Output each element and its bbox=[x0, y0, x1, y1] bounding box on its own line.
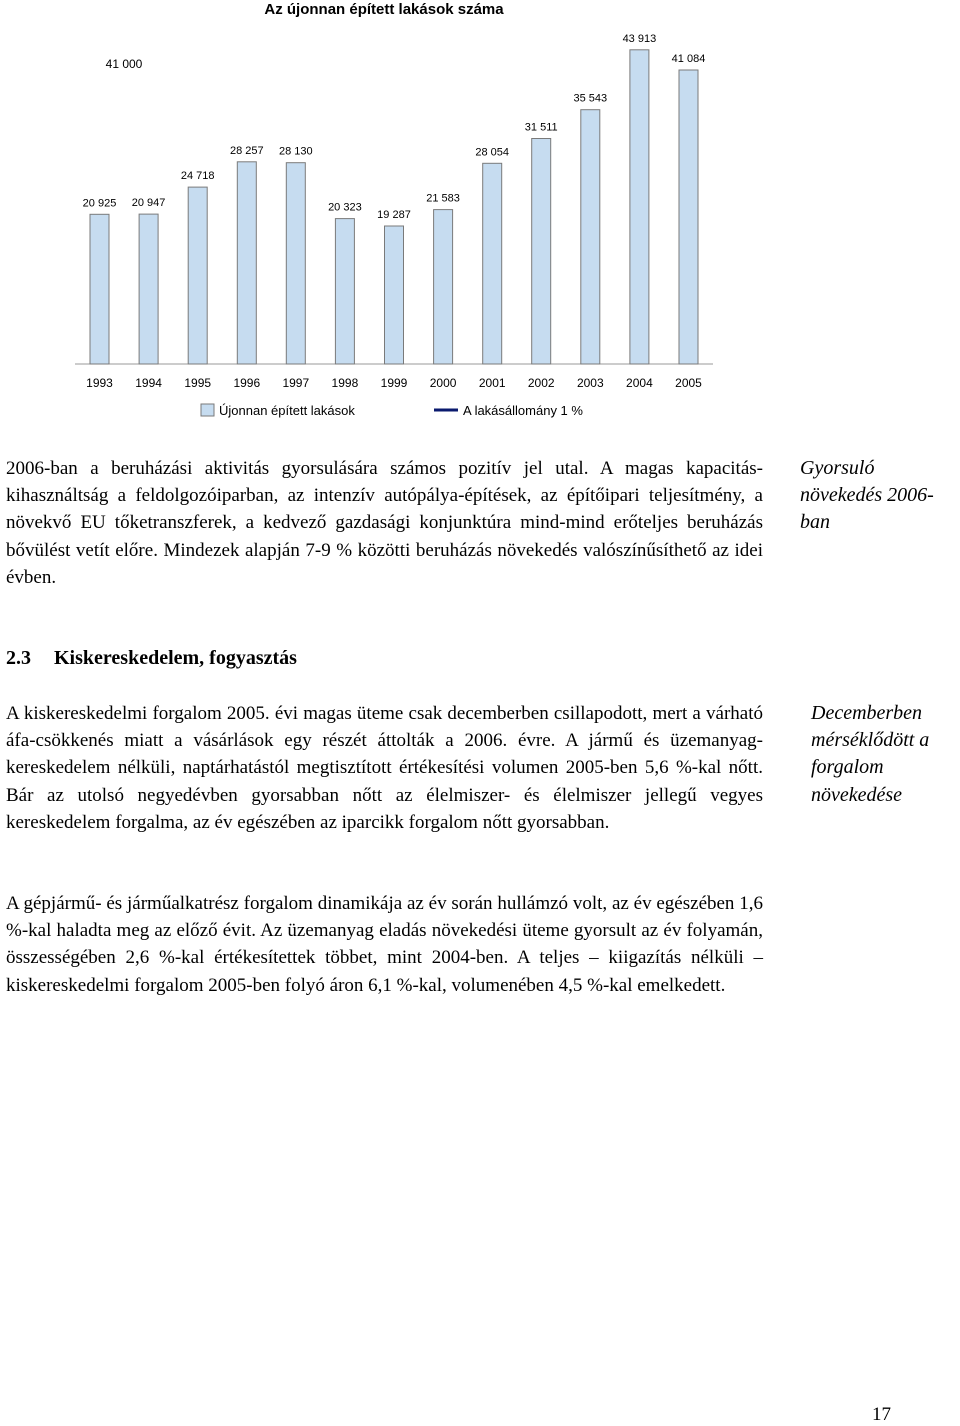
legend-line-label: A lakásállomány 1 % bbox=[463, 403, 583, 418]
bar-value-label: 43 913 bbox=[622, 32, 657, 45]
bar-2003 bbox=[581, 110, 600, 364]
bar-2002 bbox=[532, 139, 551, 365]
bar-2005 bbox=[679, 70, 698, 364]
bar-1996 bbox=[237, 162, 256, 364]
side-note-retail: Decemberben mérséklődött a forgalom növekedése bbox=[811, 702, 930, 806]
x-tick-label: 2005 bbox=[675, 376, 702, 390]
legend-bar-swatch bbox=[201, 404, 214, 416]
bar-value-label: 28 130 bbox=[278, 145, 313, 158]
bar-value-label: 20 323 bbox=[328, 201, 362, 214]
x-tick-label: 2001 bbox=[478, 376, 506, 390]
bar-1998 bbox=[335, 219, 354, 364]
x-tick-label: 1994 bbox=[135, 376, 162, 390]
legend-bar-label: Újonnan épített lakások bbox=[219, 403, 355, 418]
paragraph-vehicles: A gépjármű- és járműalkatrész forgalom dinamikája az év során hullámzó volt, az év egészében 1,6 %-kal haladta meg az előző évit. Az üzemanyag eladás növekedési üteme gyorsult az év folyamán, összességében 2,6 %-kal értékesítettek többet, mint 2004-ben. A teljes – kiigazítás nélküli – kiskereskedelmi forgalom 2005-ben folyó áron 6,1 %-kal, volumenében 4,5 %-kal emelkedett. bbox=[6, 893, 763, 996]
section-title: Kiskereskedelem, fogyasztás bbox=[54, 647, 297, 669]
bar-2000 bbox=[434, 210, 453, 364]
paragraph-investment: 2006-ban a beruházási aktivitás gyorsulására számos pozitív jel utal. A magas kapacitás-kihasználtság a feldolgozóiparban, az intenzív autópálya-építések, az építőipari teljesítmény, a növekvő EU tőketranszferek, a kedvező gazdasági konjunktúra mind-mind erőteljes beruházás bővülést vetít előre. Mindezek alapján 7-9 % közötti beruházás növekedés valószínűsíthető az idei évben. bbox=[6, 458, 763, 588]
x-tick-label: 2000 bbox=[429, 376, 457, 390]
chart-title: Az újonnan épített lakások száma bbox=[264, 1, 504, 18]
bar-value-label: 28 054 bbox=[475, 146, 510, 159]
x-tick-label: 1995 bbox=[184, 376, 212, 390]
x-tick-label: 1997 bbox=[282, 376, 310, 390]
bar-value-label: 28 257 bbox=[229, 144, 264, 157]
page-number: 17 bbox=[872, 1404, 891, 1425]
new-dwellings-chart bbox=[0, 0, 960, 430]
bar-1994 bbox=[139, 214, 158, 364]
bar-value-label: 41 084 bbox=[671, 53, 706, 65]
bar-1995 bbox=[188, 187, 207, 364]
section-number: 2.3 bbox=[6, 647, 31, 669]
x-tick-label: 2002 bbox=[527, 376, 555, 390]
bar-value-label: 20 925 bbox=[82, 197, 117, 210]
x-tick-label: 1996 bbox=[233, 376, 261, 390]
bar-2004 bbox=[630, 50, 649, 364]
bar-value-label: 19 287 bbox=[377, 209, 411, 221]
bar-value-label: 35 543 bbox=[573, 92, 608, 105]
bar-2001 bbox=[483, 163, 502, 364]
x-tick-label: 1993 bbox=[86, 376, 113, 390]
paragraph-retail: A kiskereskedelmi forgalom 2005. évi magas üteme csak decemberben csillapodott, mert a várható áfa-csökkenés miatt a vásárlások egy részét áttolták a 2006. évre. A jármű és üzemanyag-kereskedelem nélküli, naptárhatástól megtisztított értékesítési volumen 2005-ben 5,6 %-kal nőtt. Bár az utolsó negyedévben gyorsabban nőtt az élelmiszer- és élelmiszer jellegű vegyes kereskedelem forgalma, az év egészében az iparcikk forgalom nőtt gyorsabban. bbox=[6, 703, 763, 833]
bar-value-label: 31 511 bbox=[524, 121, 558, 134]
bar-value-label: 24 718 bbox=[180, 170, 215, 183]
bar-1999 bbox=[385, 226, 404, 364]
x-tick-label: 1999 bbox=[380, 376, 408, 390]
bar-value-label: 20 947 bbox=[131, 197, 166, 210]
x-tick-label: 2003 bbox=[576, 376, 604, 390]
bar-1993 bbox=[90, 214, 109, 364]
chart-legend bbox=[201, 403, 583, 418]
bar-value-label: 21 583 bbox=[426, 192, 460, 205]
stock-level-label: 41 000 bbox=[105, 57, 143, 71]
x-tick-label: 1998 bbox=[331, 376, 359, 390]
section-heading bbox=[6, 647, 297, 670]
x-tick-group bbox=[86, 376, 702, 390]
x-tick-label: 2004 bbox=[626, 376, 653, 390]
side-note-investment: Gyorsuló növekedés 2006-ban bbox=[800, 457, 934, 534]
bar-1997 bbox=[286, 163, 305, 364]
